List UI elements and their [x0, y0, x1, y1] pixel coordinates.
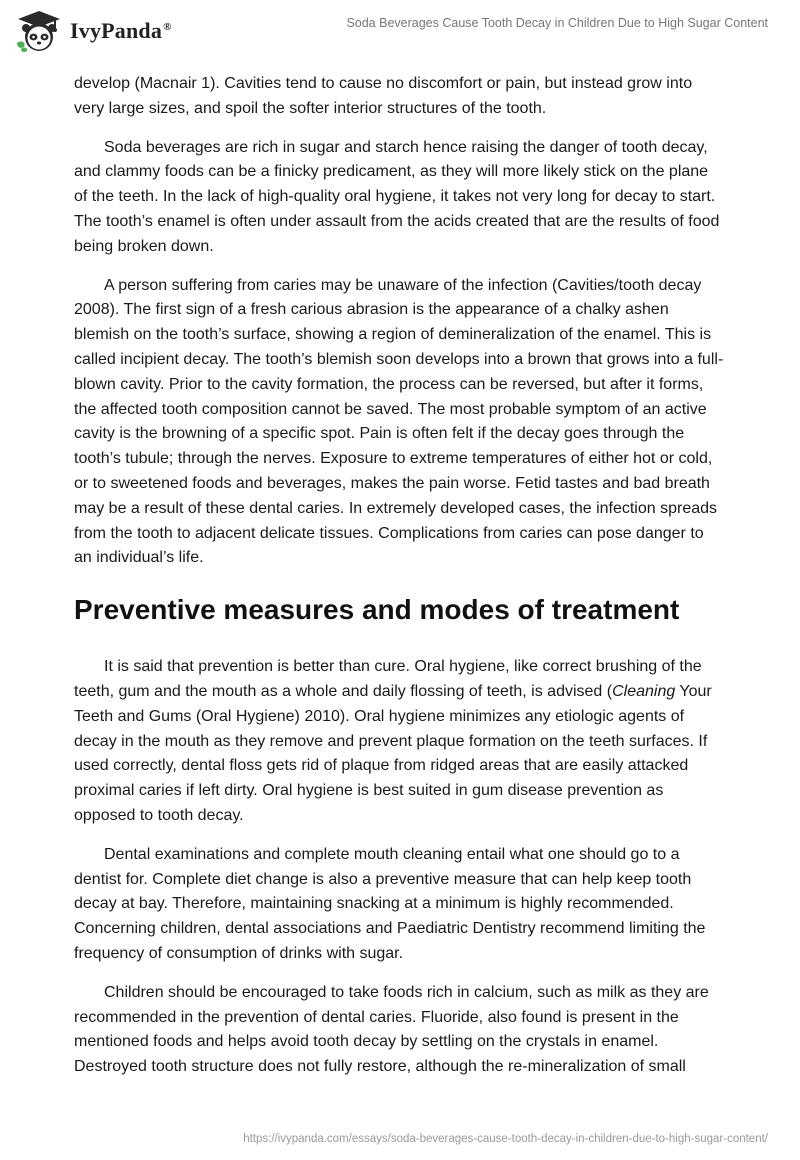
paragraph-4: It is said that prevention is better than cure. Oral hygiene, like correct brushing of the teeth, gum and the mouth as a whole and daily flossing of teeth, is advised (Cleaning Your Teeth and Gums (Oral Hygiene) 2010). Oral hygiene minimizes any etiologic agents of decay in the mouth as they remove and prevent plaque formation on the teeth surfaces. If used correctly, dental floss gets rid of plaque from ridged areas that are easily attacked proximal caries if left dirty. Oral hygiene is best suited in gum disease prevention as opposed to tooth decay.	[74, 658, 712, 824]
brand-name: IvyPanda®	[70, 18, 172, 43]
paragraph-5: Dental examinations and complete mouth cleaning entail what one should go to a dentist for. Complete diet change is also a preventive measure that can help keep tooth decay at bay. Therefore, maintaining snacking at a minimum is highly recommended. Concerning children, dental associations and Paediatric Dentistry recommend limiting the frequency of consumption of drinks with sugar.	[74, 845, 706, 962]
paragraph-2: Soda beverages are rich in sugar and starch hence raising the danger of tooth decay, and clammy foods can be a finicky predicament, as they will more likely stick on the plane of the teeth. In the lack of high-quality oral hygiene, it takes not very long for decay to start. The tooth’s enamel is often under assault from the acids created that are the results of food being broken down.	[74, 138, 720, 255]
footer-source-url[interactable]: https://ivypanda.com/essays/soda-beverages-cause-tooth-decay-in-children-due-to-high-sugar-content/	[243, 1133, 768, 1145]
document-title: Soda Beverages Cause Tooth Decay in Children Due to High Sugar Content	[346, 16, 768, 30]
page-header	[0, 0, 800, 64]
paragraph-3: A person suffering from caries may be unaware of the infection (Cavities/tooth decay 2008). The first sign of a fresh carious abrasion is the appearance of a chalky ashen blemish on the tooth’s surface, showing a region of demineralization of the enamel. This is called incipient decay. The tooth’s blemish soon develops into a brown that grows into a full-blown cavity. Prior to the cavity formation, the process can be reversed, but after it forms, the affected tooth composition cannot be saved. The most probable symptom of an active cavity is the browning of a specific spot. Pain is often felt if the decay goes through the tooth’s tubule; through the nerves. Exposure to extreme temperatures of either hot or cold, or to sweetened foods and beverages, makes the pain worse. Fetid tastes and bad breath may be a result of these dental caries. In extremely developed cases, the infection spreads from the tooth to adjacent delicate tissues. Complications from caries can pose danger to an individual’s life.	[74, 276, 724, 567]
ivypanda-logo[interactable]	[14, 9, 172, 53]
panda-graduate-icon	[14, 9, 64, 53]
section-heading: Preventive measures and modes of treatment	[74, 594, 680, 626]
paragraph-6: Children should be encouraged to take foods rich in calcium, such as milk as they are recommended in the prevention of dental caries. Fluoride, also found is present in the mentioned foods and helps avoid tooth decay by settling on the crystals in enamel. Destroyed tooth structure does not fully restore, although the re-mineralization of small	[74, 983, 709, 1076]
paragraph-1: develop (Macnair 1). Cavities tend to cause no discomfort or pain, but instead grow into very large sizes, and spoil the softer interior structures of the tooth.	[74, 75, 693, 117]
essay-content	[74, 72, 724, 1094]
